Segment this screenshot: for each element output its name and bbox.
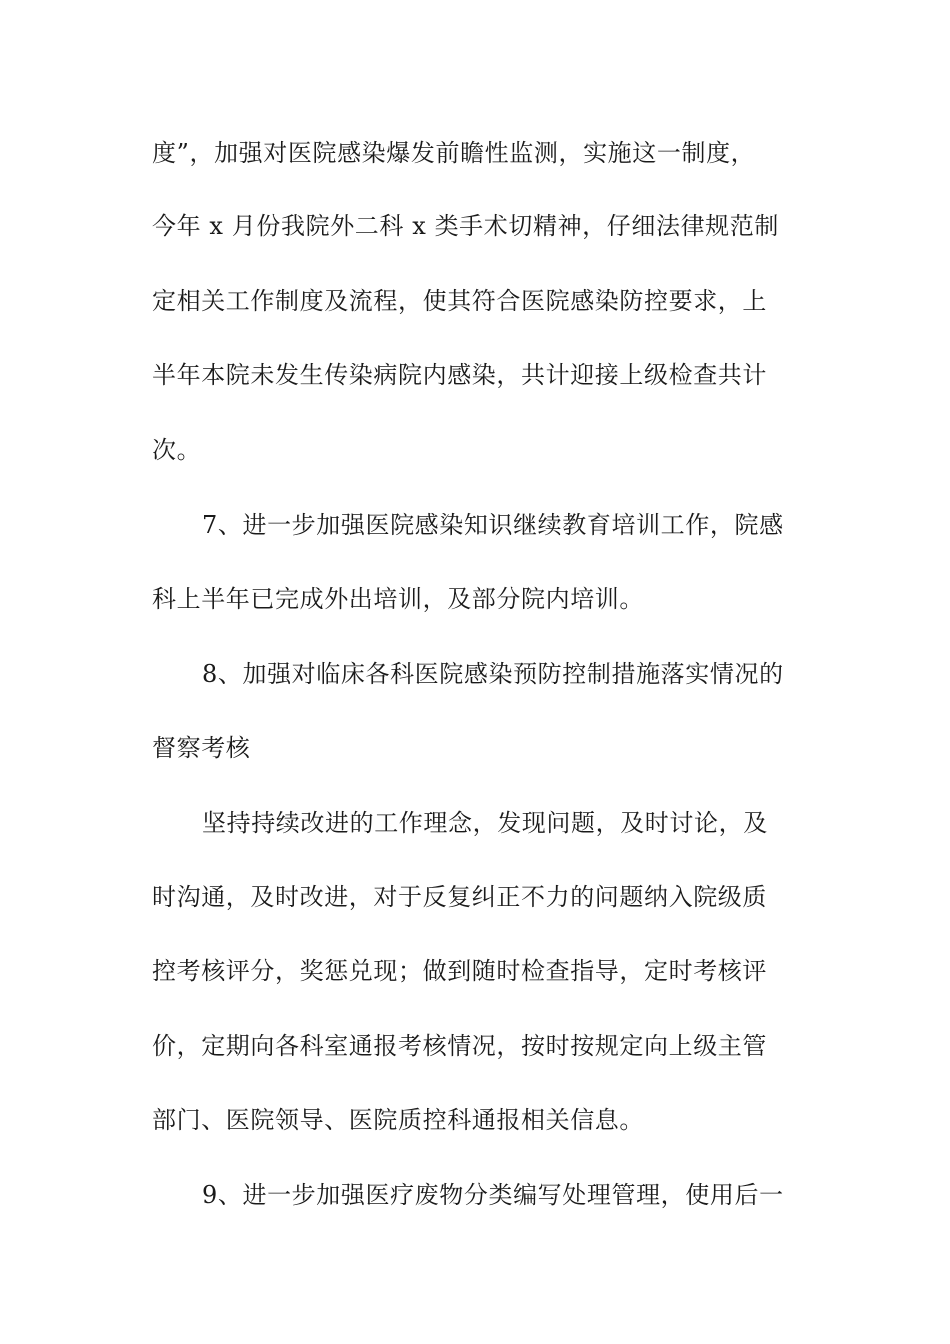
text-line-2: 今年 x 月份我院外二科 x 类手术切精神，仔细法律规范制 bbox=[152, 212, 779, 240]
paragraph-body-line-4: 价，定期向各科室通报考核情况，按时按规定向上级主管 bbox=[152, 1032, 767, 1060]
paragraph-body-line-2: 时沟通，及时改进，对于反复纠正不力的问题纳入院级质 bbox=[152, 883, 767, 911]
paragraph-9-line-1: 9、进一步加强医疗废物分类编写处理管理，使用后一 bbox=[202, 1181, 784, 1209]
paragraph-8-line-1: 8、加强对临床各科医院感染预防控制措施落实情况的 bbox=[202, 660, 784, 688]
paragraph-body-line-5: 部门、医院领导、医院质控科通报相关信息。 bbox=[152, 1106, 644, 1134]
paragraph-8-line-2: 督察考核 bbox=[152, 734, 251, 762]
text-line-5: 次。 bbox=[152, 436, 202, 464]
paragraph-body-line-3: 控考核评分，奖惩兑现；做到随时检查指导，定时考核评 bbox=[152, 957, 767, 985]
paragraph-body-line-1: 坚持持续改进的工作理念，发现问题，及时讨论，及 bbox=[202, 809, 768, 837]
text-line-4: 半年本院未发生传染病院内感染，共计迎接上级检查共计 bbox=[152, 361, 767, 389]
paragraph-7-line-1: 7、进一步加强医院感染知识继续教育培训工作，院感 bbox=[202, 511, 784, 539]
text-line-1: 度”，加强对医院感染爆发前瞻性监测，实施这一制度， bbox=[152, 139, 756, 167]
paragraph-7-line-2: 科上半年已完成外出培训，及部分院内培训。 bbox=[152, 585, 644, 613]
text-line-3: 定相关工作制度及流程，使其符合医院感染防控要求，上 bbox=[152, 287, 767, 315]
